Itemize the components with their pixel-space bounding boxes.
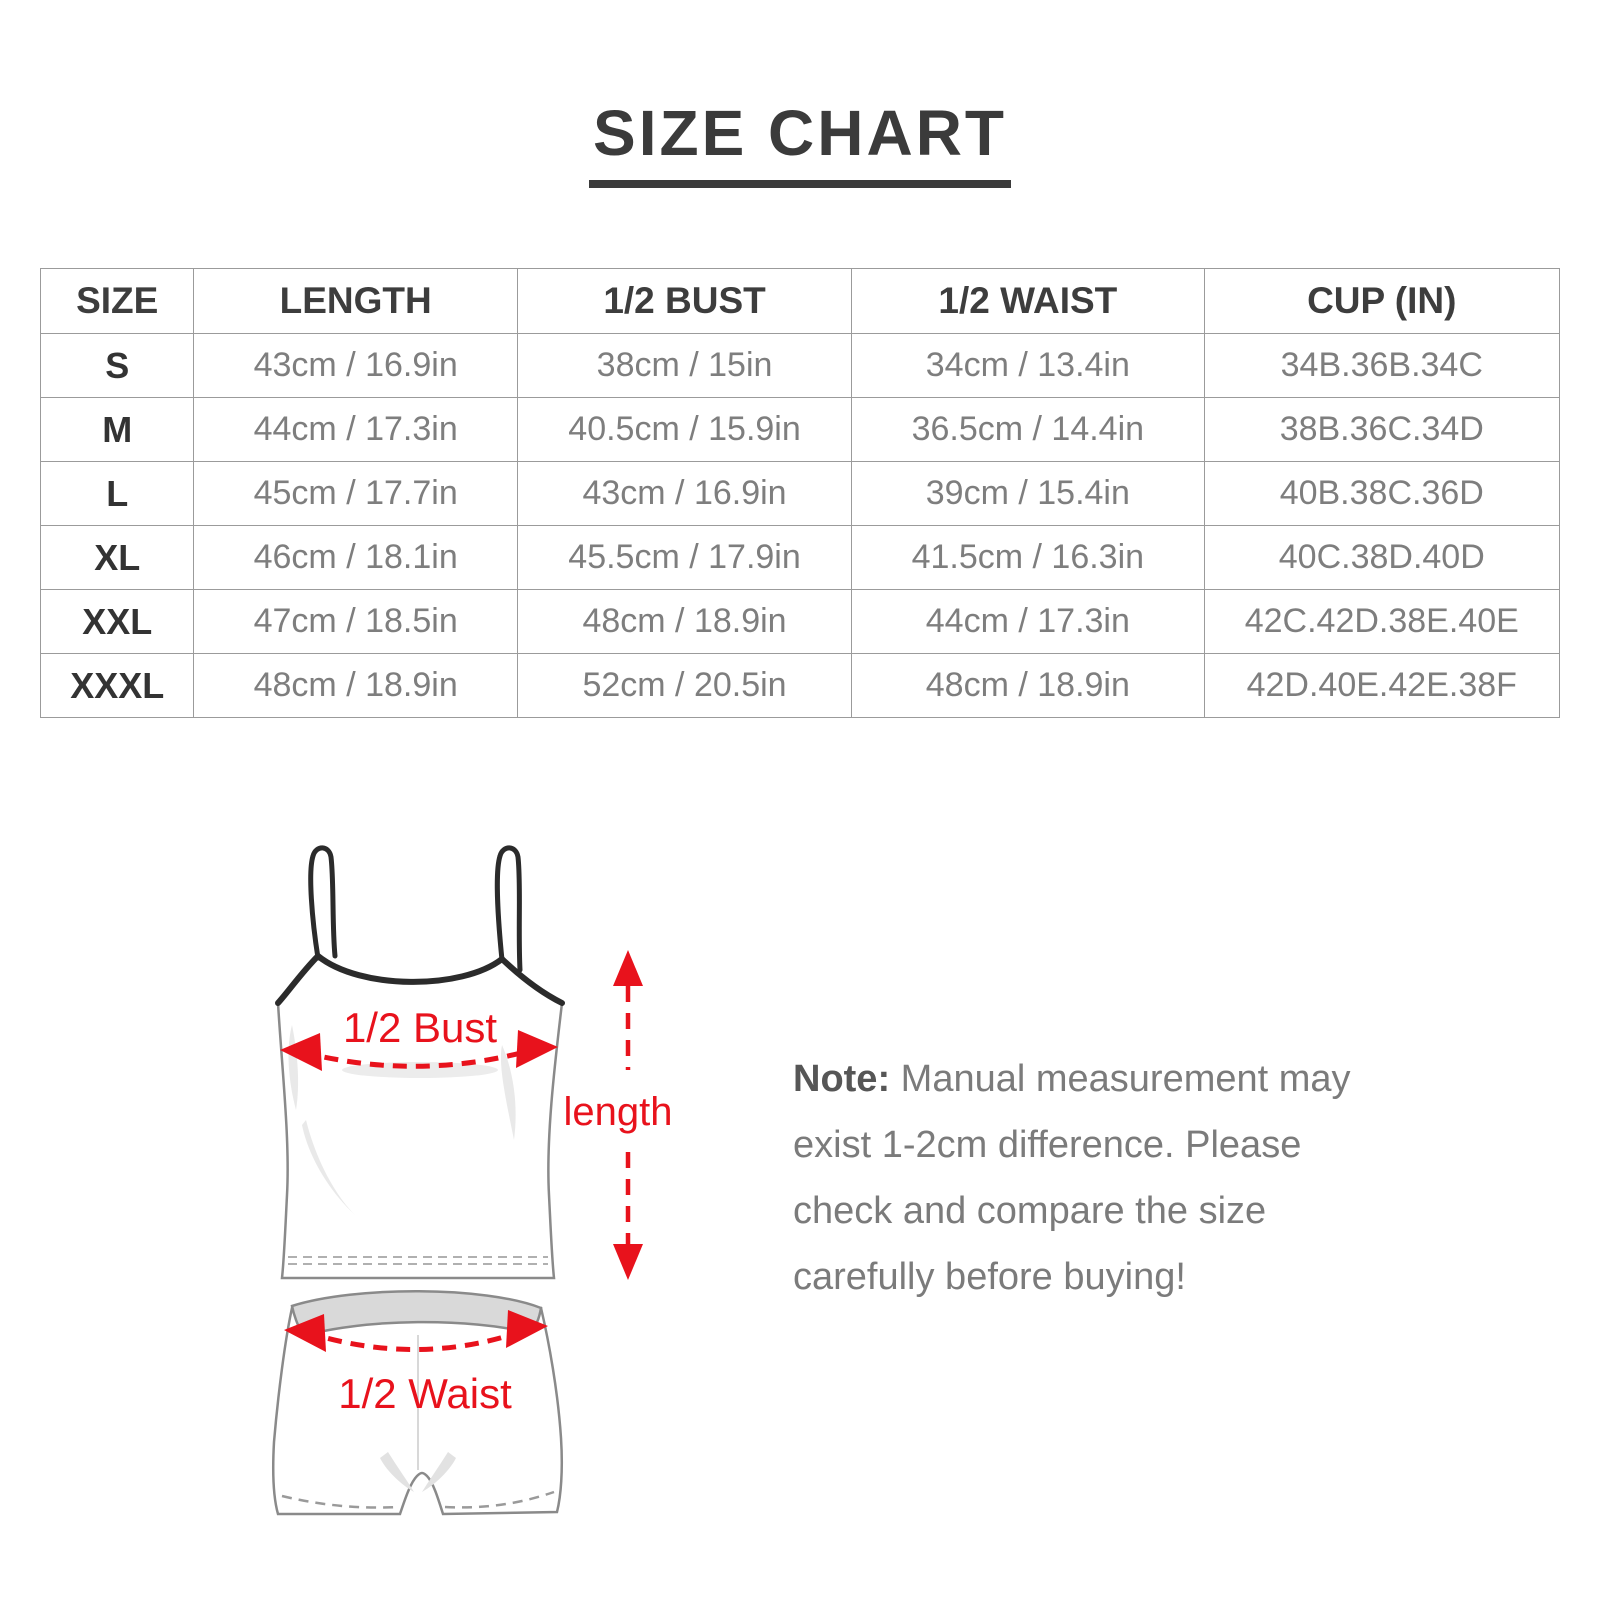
table-row bbox=[41, 654, 1560, 718]
note-block bbox=[793, 1046, 1433, 1310]
col-header-bust: 1/2 BUST bbox=[517, 269, 851, 334]
bust-value: 45.5cm / 17.9in bbox=[517, 526, 851, 590]
waist-value: 41.5cm / 16.3in bbox=[852, 526, 1204, 590]
table-row bbox=[41, 526, 1560, 590]
waist-value: 39cm / 15.4in bbox=[852, 462, 1204, 526]
bust-value: 52cm / 20.5in bbox=[517, 654, 851, 718]
cup-value: 34B.36B.34C bbox=[1204, 334, 1559, 398]
cup-value: 42D.40E.42E.38F bbox=[1204, 654, 1559, 718]
waist-value: 48cm / 18.9in bbox=[852, 654, 1204, 718]
bust-value: 40.5cm / 15.9in bbox=[517, 398, 851, 462]
length-value: 44cm / 17.3in bbox=[194, 398, 518, 462]
waist-value: 36.5cm / 14.4in bbox=[852, 398, 1204, 462]
length-value: 43cm / 16.9in bbox=[194, 334, 518, 398]
table-row bbox=[41, 334, 1560, 398]
length-value: 47cm / 18.5in bbox=[194, 590, 518, 654]
note-line: check and compare the size bbox=[793, 1190, 1267, 1232]
table-header-row bbox=[41, 269, 1560, 334]
size-table bbox=[40, 268, 1560, 718]
length-label: length bbox=[563, 1090, 673, 1134]
note-line: carefully before buying! bbox=[793, 1256, 1186, 1298]
cup-value: 42C.42D.38E.40E bbox=[1204, 590, 1559, 654]
waist-label: 1/2 Waist bbox=[338, 1370, 512, 1417]
waist-value: 34cm / 13.4in bbox=[852, 334, 1204, 398]
cup-value: 38B.36C.34D bbox=[1204, 398, 1559, 462]
col-header-waist: 1/2 WAIST bbox=[852, 269, 1204, 334]
length-value: 48cm / 18.9in bbox=[194, 654, 518, 718]
size-value: M bbox=[41, 398, 194, 462]
size-value: XXXL bbox=[41, 654, 194, 718]
bust-value: 38cm / 15in bbox=[517, 334, 851, 398]
size-value: S bbox=[41, 334, 194, 398]
waist-value: 44cm / 17.3in bbox=[852, 590, 1204, 654]
bust-value: 43cm / 16.9in bbox=[517, 462, 851, 526]
bust-value: 48cm / 18.9in bbox=[517, 590, 851, 654]
col-header-length: LENGTH bbox=[194, 269, 518, 334]
bust-label: 1/2 Bust bbox=[342, 1004, 498, 1051]
note-line bbox=[793, 1046, 1433, 1112]
note-prefix: Note: bbox=[793, 1058, 891, 1100]
note-text: Manual measurement may bbox=[890, 1058, 1351, 1100]
table-row bbox=[41, 398, 1560, 462]
size-value: XL bbox=[41, 526, 194, 590]
table-row bbox=[41, 462, 1560, 526]
length-value: 45cm / 17.7in bbox=[194, 462, 518, 526]
arrowhead-down bbox=[613, 1244, 643, 1280]
page-title-wrap bbox=[0, 96, 1600, 188]
col-header-cup: CUP (IN) bbox=[1204, 269, 1559, 334]
cup-value: 40B.38C.36D bbox=[1204, 462, 1559, 526]
size-value: L bbox=[41, 462, 194, 526]
size-value: XXL bbox=[41, 590, 194, 654]
note-line: exist 1-2cm difference. Please bbox=[793, 1124, 1302, 1166]
page-title: SIZE CHART bbox=[589, 96, 1011, 188]
length-value: 46cm / 18.1in bbox=[194, 526, 518, 590]
cup-value: 40C.38D.40D bbox=[1204, 526, 1559, 590]
arrowhead-up bbox=[613, 950, 643, 986]
table-row bbox=[41, 590, 1560, 654]
col-header-size: SIZE bbox=[41, 269, 194, 334]
garment-diagram bbox=[240, 820, 720, 1560]
